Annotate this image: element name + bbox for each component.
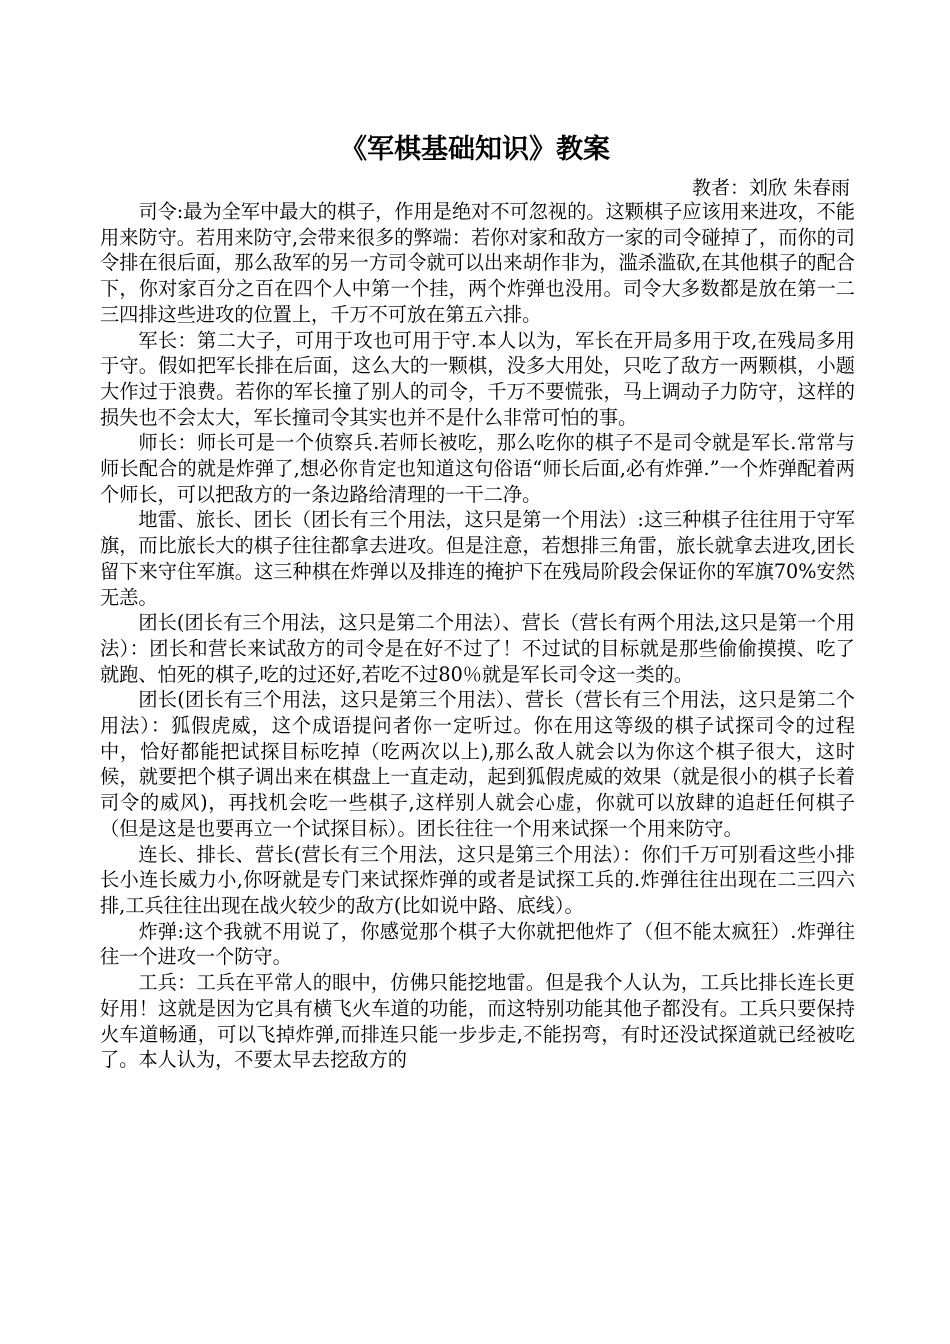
document-body	[100, 199, 855, 1073]
paragraph-regiment-battalion-2: 团长(团长有三个用法，这只是第三个用法）、营长（营长有三个用法，这只是第二个用法）：狐假虎威，这个成语提问者你一定听过。你在用这等级的棋子试探司令的过程中，恰好都能把试探目标吃掉（吃两次以上),那么敌人就会以为你这个棋子很大，这时候，就要把个棋子调出来在棋盘上一直走动，起到狐假虎威的效果（就是很小的棋子长着司令的威风)，再找机会吃一些棋子,这样别人就会心虚，你就可以放肆的追赶任何棋子（但是这是也要再立一个试探目标）。团长往往一个用来试探一个用来防守。	[100, 688, 855, 840]
document-title: 《军棋基础知识》教案	[340, 134, 610, 165]
paragraph-engineer: 工兵：工兵在平常人的眼中，仿佛只能挖地雷。但是我个人认为，工兵比排长连长更好用！这就是因为它具有横飞火车道的功能，而这特别功能其他子都没有。工兵只要保持火车道畅通，可以飞掉炸弹,而排连只能一步步走,不能拐弯，有时还没试探道就已经被吃了。本人认为，不要太早去挖敌方的	[100, 971, 855, 1072]
paragraph-general: 军长：第二大子，可用于攻也可用于守.本人以为，军长在开局多用于攻,在残局多用于守。假如把军长排在后面，这么大的一颗棋，没多大用处，只吃了敌方一两颗棋，小题大作过于浪费。若你的军长撞了别人的司令，千万不要慌张，马上调动子力防守，这样的损失也不会太大，军长撞司令其实也并不是什么非常可怕的事。	[100, 328, 855, 429]
paragraph-commander: 司令:最为全军中最大的棋子，作用是绝对不可忽视的。这颗棋子应该用来进攻，不能用来防守。若用来防守,会带来很多的弊端：若你对家和敌方一家的司令碰掉了，而你的司令排在很后面，那么敌军的另一方司令就可以出来胡作非为，滥杀滥砍,在其他棋子的配合下，你对家百分之百在四个人中第一个挂，两个炸弹也没用。司令大多数都是放在第一二三四排这些进攻的位置上，千万不可放在第五六排。	[100, 200, 855, 326]
paragraph-division: 师长：师长可是一个侦察兵.若师长被吃，那么吃你的棋子不是司令就是军长.常常与师长配合的就是炸弹了,想必你肯定也知道这句俗语“师长后面,必有炸弹.”一个炸弹配着两个师长，可以把敌方的一条边路给清理的一干二净。	[100, 431, 855, 506]
paragraph-regiment-battalion-1: 团长(团长有三个用法，这只是第二个用法）、营长（营长有两个用法,这只是第一个用法）：团长和营长来试敌方的司令是在好不过了！不过试的目标就是那些偷偷摸摸、吃了就跑、怕死的棋子,吃的过还好,若吃不过80％就是军长司令这一类的。	[100, 611, 855, 686]
paragraph-company-platoon: 连长、排长、营长(营长有三个用法，这只是第三个用法）：你们千万可别看这些小排长小连长威力小,你呀就是专门来试探炸弹的或者是试探工兵的.炸弹往往出现在二三四六排,工兵往往出现在战火较少的敌方(比如说中路、底线）。	[100, 842, 855, 917]
paragraph-bomb: 炸弹:这个我就不用说了，你感觉那个棋子大你就把他炸了（但不能太疯狂）.炸弹往往一个进攻一个防守。	[100, 919, 855, 969]
paragraph-mines-brigade: 地雷、旅长、团长（团长有三个用法，这只是第一个用法）:这三种棋子往往用于守军旗，而比旅长大的棋子往往都拿去进攻。但是注意，若想排三角雷，旅长就拿去进攻,团长留下来守住军旗。这三种棋在炸弹以及排连的掩护下在残局阶段会保证你的军旗70%安然无恙。	[100, 508, 855, 609]
author-line: 教者：刘欣 朱春雨	[691, 177, 850, 199]
